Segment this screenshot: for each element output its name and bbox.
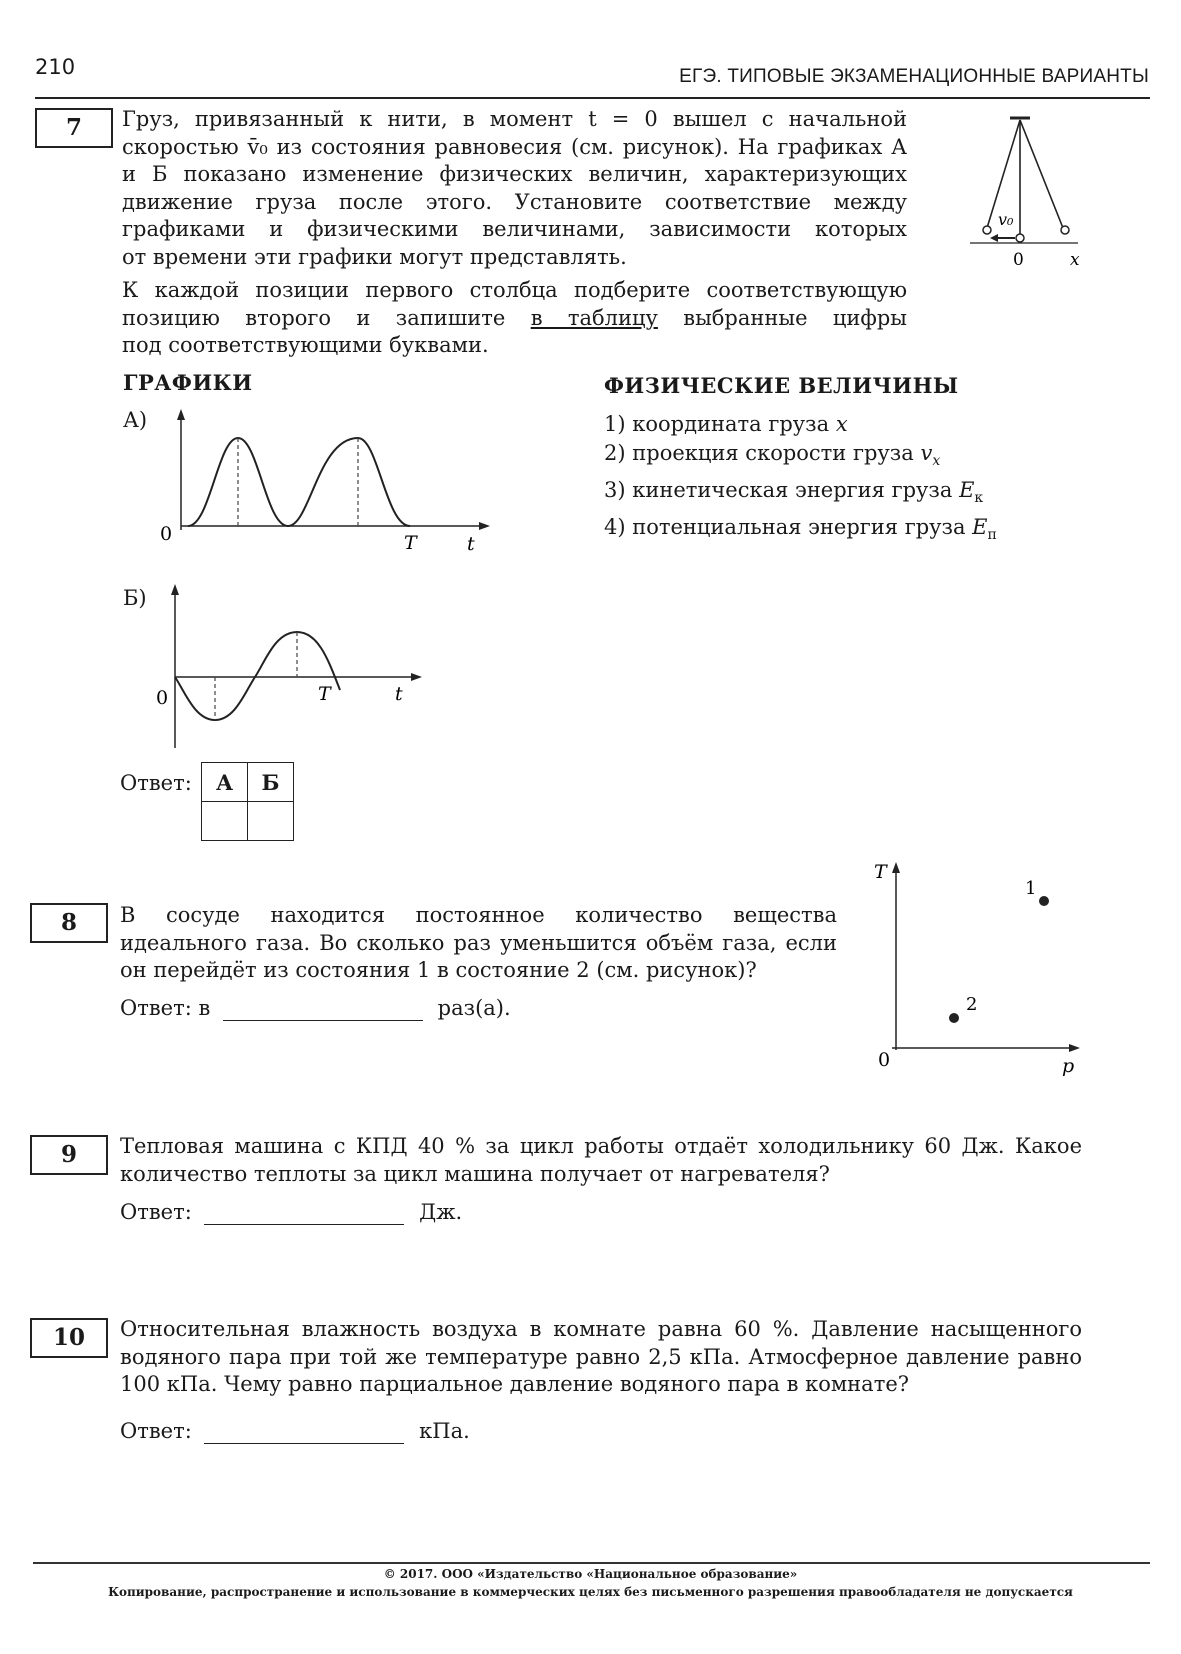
q7-line-6: от времени эти графики могут представлять. xyxy=(122,244,627,269)
quantity-subscript: x xyxy=(932,453,941,470)
q10-number-box: 10 xyxy=(30,1318,108,1358)
q10-line-3: 100 кПа. Чему равно парциальное давление водяного пара в комнате? xyxy=(120,1372,910,1396)
q7-statement xyxy=(122,106,907,360)
pendulum-bob-left xyxy=(983,226,991,234)
graph-b-t-label: t xyxy=(395,683,403,705)
quantity-item-2 xyxy=(604,439,997,476)
velocity-arrowhead xyxy=(990,234,998,242)
q9-answer-row xyxy=(120,1200,462,1225)
running-header: ЕГЭ. ТИПОВЫЕ ЭКЗАМЕНАЦИОННЫЕ ВАРИАНТЫ xyxy=(679,66,1149,87)
q10-answer-label: Ответ: xyxy=(120,1419,192,1443)
quantity-symbol: E xyxy=(959,478,975,503)
graph-a-t-label: t xyxy=(467,533,475,555)
q7-instruction-2 xyxy=(122,305,907,333)
q7-line-5: графиками и физическими величинами, зависимости которых xyxy=(122,217,907,241)
quantity-num: 3) xyxy=(604,478,626,503)
q8-answer-unit: раз(а). xyxy=(437,996,511,1020)
q10-line-2: водяного пара при той же температуре равно 2,5 кПа. Атмосферное давление равно xyxy=(120,1344,1082,1369)
quantity-symbol: E xyxy=(972,515,988,540)
q10-line-1: Относительная влажность воздуха в комнате равна 60 %. Давление насыщенного xyxy=(120,1317,1082,1341)
pendulum-figure xyxy=(960,112,1090,272)
q8-line-2: идеального газа. Во сколько раз уменьшится объём газа, если xyxy=(120,930,837,955)
tp-p-arrow xyxy=(1069,1044,1080,1052)
quantity-text: потенциальная энергия груза xyxy=(632,515,973,540)
q10-statement xyxy=(120,1316,1082,1399)
pendulum-bob-right xyxy=(1061,226,1069,234)
footer-copyright: © 2017. ООО «Издательство «Национальное образование» xyxy=(383,1567,798,1581)
q7-line-2: скоростью v̄₀ из состояния равновесия (см. рисунок). На графиках А xyxy=(122,134,907,159)
tp-state-1-label: 1 xyxy=(1025,878,1037,899)
q7-instr-table-ref: в таблицу xyxy=(530,305,658,330)
header-rule xyxy=(35,97,1150,99)
q8-number-box: 8 xyxy=(30,903,108,943)
q7-instr-part-a: позицию второго и запишите xyxy=(122,305,531,330)
q9-line-2: количество теплоты за цикл машина получает от нагревателя? xyxy=(120,1161,830,1186)
q7-answer-label: Ответ: xyxy=(120,771,192,795)
graph-b-T-label: T xyxy=(318,683,331,705)
graph-b-t-arrow xyxy=(411,673,422,681)
footer-notice: Копирование, распространение и использование в коммерческих целях без письменного разрешения правообладателя не допускается xyxy=(108,1585,1073,1599)
quantity-subscript: п xyxy=(987,527,997,544)
q9-answer-label: Ответ: xyxy=(120,1200,192,1224)
graph-b-curve xyxy=(175,632,340,720)
q9-line-1: Тепловая машина с КПД 40 % за цикл работы отдаёт холодильнику 60 Дж. Какое xyxy=(120,1134,1082,1158)
graph-a-T-label: T xyxy=(404,532,417,554)
q10-answer-unit: кПа. xyxy=(419,1419,470,1443)
footer-rule xyxy=(33,1562,1150,1564)
quantity-num: 2) xyxy=(604,441,626,465)
graph-a-label: А) xyxy=(123,408,148,432)
pendulum-origin: 0 xyxy=(1013,250,1024,270)
tp-origin: 0 xyxy=(878,1049,891,1071)
pendulum-x-label: x xyxy=(1070,250,1080,270)
tp-T-label: T xyxy=(874,861,887,883)
q10-answer-row xyxy=(120,1419,470,1444)
tp-state-2-point xyxy=(949,1013,959,1023)
tp-p-label: p xyxy=(1062,1055,1075,1077)
graph-a-y-arrow xyxy=(177,409,185,420)
q7-number-box: 7 xyxy=(35,108,113,148)
q8-line-1: В сосуде находится постоянное количество вещества xyxy=(120,903,837,927)
answer-cell-a[interactable] xyxy=(202,802,248,841)
quantity-symbol: v xyxy=(920,441,933,465)
graph-a-t-arrow xyxy=(479,522,490,530)
tp-state-2-label: 2 xyxy=(966,994,978,1015)
q7-instruction-3: под соответствующими буквами. xyxy=(122,333,489,357)
q8-answer-row xyxy=(120,996,511,1021)
quantity-text: координата груза xyxy=(632,412,836,436)
q10-answer-input[interactable] xyxy=(204,1419,404,1444)
quantity-text: кинетическая энергия груза xyxy=(632,478,960,503)
tp-T-arrow xyxy=(892,862,900,873)
quantity-item-3 xyxy=(604,476,997,513)
quantity-subscript: к xyxy=(974,490,984,507)
q8-tp-diagram xyxy=(868,852,1088,1082)
tp-state-1-point xyxy=(1039,896,1049,906)
graph-a-curve xyxy=(188,438,410,526)
q7-line-1: Груз, привязанный к нити, в момент t = 0 вышел с начальной xyxy=(122,107,907,131)
q8-answer-label: Ответ: в xyxy=(120,996,211,1020)
graph-b-label: Б) xyxy=(123,586,147,610)
q7-instr-part-b: выбранные цифры xyxy=(657,305,907,330)
q9-number-box: 9 xyxy=(30,1135,108,1175)
graphs-heading: ГРАФИКИ xyxy=(123,370,253,395)
quantity-item-1 xyxy=(604,410,997,439)
graph-a-origin: 0 xyxy=(160,523,173,545)
q7-line-4: движение груза после этого. Установите соответствие между xyxy=(122,189,907,214)
q9-answer-input[interactable] xyxy=(204,1200,404,1225)
q7-line-3: и Б показано изменение физических величин, характеризующих xyxy=(122,162,907,186)
q7-answer-table xyxy=(201,762,294,841)
graph-b-y-arrow xyxy=(171,584,179,595)
q8-answer-input[interactable] xyxy=(223,996,423,1021)
quantities-heading: ФИЗИЧЕСКИЕ ВЕЛИЧИНЫ xyxy=(604,373,959,398)
quantity-num: 1) xyxy=(604,412,626,436)
quantity-symbol: x xyxy=(835,412,848,436)
answer-cell-b[interactable] xyxy=(248,802,294,841)
answer-col-a: А xyxy=(202,763,248,802)
velocity-label: v₀ xyxy=(998,210,1014,229)
graph-b xyxy=(150,580,450,750)
quantity-item-4 xyxy=(604,513,997,550)
q9-answer-unit: Дж. xyxy=(419,1200,463,1224)
quantities-list xyxy=(604,410,997,551)
q9-statement xyxy=(120,1133,1082,1188)
graph-b-origin: 0 xyxy=(156,687,169,709)
pendulum-string-right xyxy=(1020,120,1063,228)
page-number: 210 xyxy=(35,55,76,79)
answer-col-b: Б xyxy=(248,763,294,802)
quantity-num: 4) xyxy=(604,515,626,540)
q7-instruction-1: К каждой позиции первого столбца подберите соответствующую xyxy=(122,278,907,302)
quantity-text: проекция скорости груза xyxy=(632,441,921,465)
q8-statement xyxy=(120,902,837,985)
pendulum-bob-center xyxy=(1016,234,1024,242)
graph-a xyxy=(150,405,500,565)
q8-line-3: он перейдёт из состояния 1 в состояние 2 (см. рисунок)? xyxy=(120,958,757,982)
